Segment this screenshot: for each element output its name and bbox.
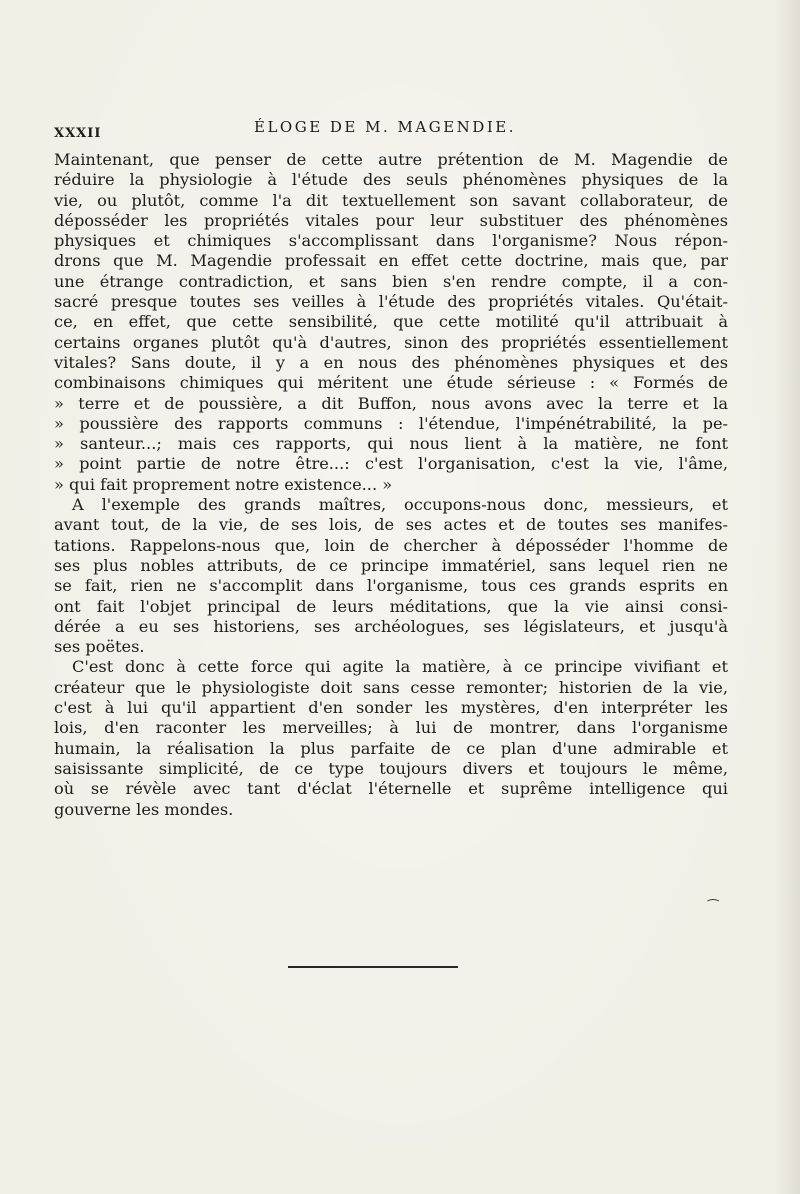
body-text: [54, 150, 728, 820]
text-line: sacré presque toutes ses veilles à l'étude des propriétés vitales. Qu'était-: [54, 292, 728, 312]
page-edge-shadow: [774, 0, 800, 1194]
text-line: dérée a eu ses historiens, ses archéologues, ses législateurs, et jusqu'à: [54, 616, 728, 636]
text-line: drons que M. Magendie professait en effet cette doctrine, mais que, par: [54, 251, 728, 271]
text-line: » poussière des rapports communs : l'étendue, l'impénétrabilité, la pe-: [54, 413, 728, 433]
text-line: C'est donc à cette force qui agite la matière, à ce principe vivifiant et: [72, 657, 728, 677]
text-line: combinaisons chimiques qui méritent une étude sérieuse : « Formés de: [54, 373, 728, 393]
text-line: ses plus nobles attributs, de ce principe immatériel, sans lequel rien ne: [54, 555, 728, 575]
text-line: se fait, rien ne s'accomplit dans l'organisme, tous ces grands esprits en: [54, 576, 728, 596]
text-line: saisissante simplicité, de ce type toujours divers et toujours le même,: [54, 758, 728, 778]
ink-mark-icon: ⁀: [708, 900, 719, 915]
text-line: tations. Rappelons-nous que, loin de chercher à déposséder l'homme de: [54, 535, 728, 555]
text-line: humain, la réalisation la plus parfaite de ce plan d'une admirable et: [54, 738, 728, 758]
text-line: ce, en effet, que cette sensibilité, que cette motilité qu'il attribuait à: [54, 312, 728, 332]
text-line: » terre et de poussière, a dit Buffon, nous avons avec la terre et la: [54, 393, 728, 413]
text-line: physiques et chimiques s'accomplissant dans l'organisme? Nous répon-: [54, 231, 728, 251]
text-line: une étrange contradiction, et sans bien s'en rendre compte, il a con-: [54, 271, 728, 291]
text-line: déposséder les propriétés vitales pour leur substituer des phénomènes: [54, 210, 728, 230]
text-line: » qui fait proprement notre existence... »: [54, 474, 393, 494]
text-line: ont fait l'objet principal de leurs méditations, que la vie ainsi consi-: [54, 596, 728, 616]
text-line: avant tout, de la vie, de ses lois, de ses actes et de toutes ses manifes-: [54, 515, 728, 535]
text-line: créateur que le physiologiste doit sans cesse remonter; historien de la vie,: [54, 677, 728, 697]
running-title: ÉLOGE DE M. MAGENDIE.: [254, 118, 516, 136]
text-line: Maintenant, que penser de cette autre prétention de M. Magendie de: [54, 150, 728, 169]
text-line: où se révèle avec tant d'éclat l'éternelle et suprême intelligence qui: [54, 779, 728, 799]
text-line: lois, d'en raconter les merveilles; à lui de montrer, dans l'organisme: [54, 718, 728, 738]
text-line: c'est à lui qu'il appartient d'en sonder les mystères, d'en interpréter les: [54, 698, 728, 718]
text-line: certains organes plutôt qu'à d'autres, sinon des propriétés essentiellement: [54, 332, 728, 352]
text-line: » santeur...; mais ces rapports, qui nous lient à la matière, ne font: [54, 434, 728, 454]
text-line: A l'exemple des grands maîtres, occupons-nous donc, messieurs, et: [72, 495, 728, 515]
text-line: réduire la physiologie à l'étude des seuls phénomènes physiques de la: [54, 170, 728, 190]
page-number: XXXII: [54, 126, 102, 141]
text-line: vie, ou plutôt, comme l'a dit textuellement son savant collaborateur, de: [54, 190, 728, 210]
text-line: » point partie de notre être...: c'est l'organisation, c'est la vie, l'âme,: [54, 454, 728, 474]
page-header: [54, 118, 734, 148]
text-line: gouverne les mondes.: [54, 799, 234, 819]
text-line: ses poëtes.: [54, 637, 145, 657]
text-line: vitales? Sans doute, il y a en nous des phénomènes physiques et des: [54, 352, 728, 372]
section-rule: [288, 966, 458, 968]
